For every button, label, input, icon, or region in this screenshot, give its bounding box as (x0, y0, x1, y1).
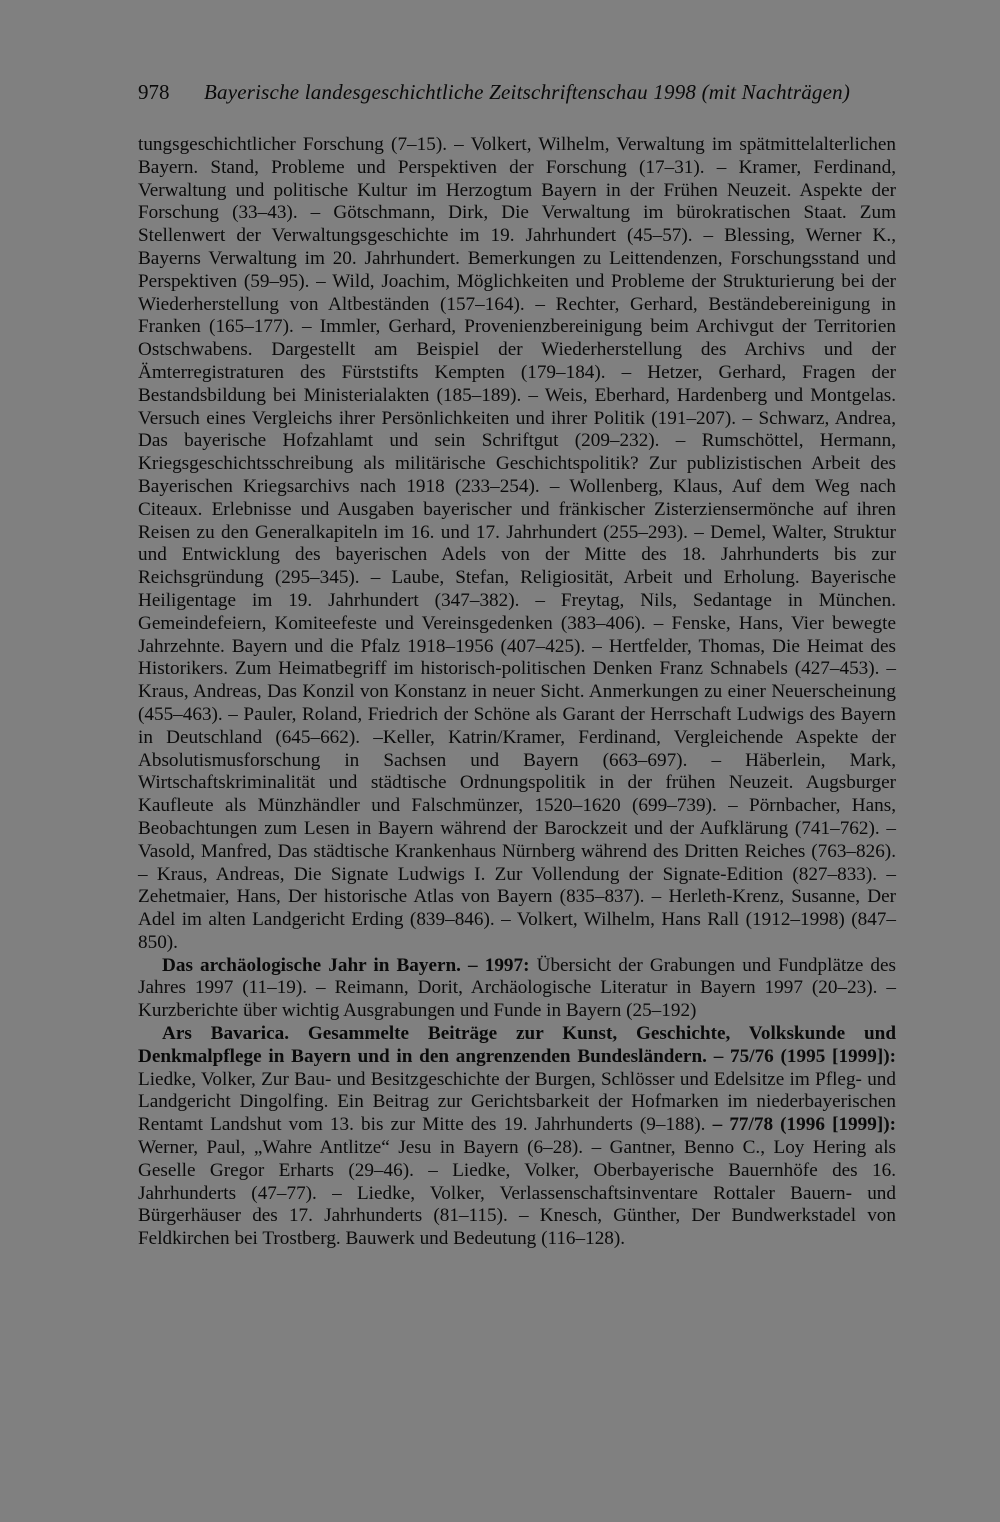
entry-volume: – 1997: (460, 954, 530, 976)
text-column (138, 134, 896, 1251)
entry-text: Liedke, Volker, Zur Bau- und Besitzgeschichte der Burgen, Schlösser und Edelsitze im Pfleg- und Landgericht Dingolfing. Ein Beitrag zur Gerichtsbarkeit der Hofmarken im niederbayerischen Rentamt Landshut vom 13. bis zur Mitte des 19. Jahrhunderts (9–188). (138, 1068, 896, 1136)
entry-text-2: Werner, Paul, „Wahre Antlitze“ Jesu in Bayern (6–28). – Gantner, Benno C., Loy Hering als Geselle Gregor Erharts (29–46). – Liedke, Volker, Oberbayerische Bauernhöfe des 16. Jahrhunderts (47–77). – Liedke, Volker, Verlassenschaftsinventare Rottaler Bauern- und Bürgerhäuser des 17. Jahrhunderts (81–115). – Knesch, Günther, Der Bundwerkstadel von Feldkirchen bei Trostberg. Bauwerk und Bedeutung (116–128). (138, 1137, 896, 1250)
page-number: 978 (138, 80, 170, 104)
entry-ars-bavarica (138, 1023, 896, 1251)
entry-title: Das archäologische Jahr in Bayern. (162, 954, 461, 976)
page-header (138, 80, 898, 110)
entry-title: Ars Bavarica. Gesammelte Beiträge zur Kunst, Geschichte, Volkskunde und Denkmalpflege in Bayern und in den angrenzenden Bundesländern. (138, 1023, 896, 1067)
running-title: Bayerische landesgeschichtliche Zeitschriftenschau 1998 (mit Nachträgen) (204, 80, 851, 104)
entry-volume-2: – 77/78 (1996 [1999]): (705, 1114, 896, 1136)
continuation-paragraph: tungsgeschichtlicher Forschung (7–15). – Volkert, Wilhelm, Verwaltung im spätmittelalterlichen Bayern. Stand, Probleme und Perspektiven der Forschung (17–31). – Kramer, Ferdinand, Verwaltung und politische Kultur im Herzogtum Bayern in der Frühen Neuzeit. Aspekte der Forschung (33–43). – Götschmann, Dirk, Die Verwaltung im bürokratischen Staat. Zum Stellenwert der Verwaltungsgeschichte im 19. Jahrhundert (45–57). – Blessing, Werner K., Bayerns Verwaltung im 20. Jahrhundert. Bemerkungen zu Leittendenzen, Forschungsstand und Perspektiven (59–95). – Wild, Joachim, Möglichkeiten und Probleme der Strukturierung bei der Wiederherstellung von Altbeständen (157–164). – Rechter, Gerhard, Beständebereinigung in Franken (165–177). – Immler, Gerhard, Provenienzbereinigung beim Archivgut der Territorien Ostschwabens. Dargestellt am Beispiel der Wiederherstellung des Archivs und der Ämterregistraturen des Fürststifts Kempten (179–184). – Hetzer, Gerhard, Fragen der Bestandsbildung bei Ministerialakten (185–189). – Weis, Eberhard, Hardenberg und Montgelas. Versuch eines Vergleichs ihrer Persönlichkeiten und ihrer Politik (191–207). – Schwarz, Andrea, Das bayerische Hofzahlamt und sein Schriftgut (209–232). – Rumschöttel, Hermann, Kriegsgeschichtsschreibung als militärische Geschichtspolitik? Zur publizistischen Arbeit des Bayerischen Kriegsarchivs nach 1918 (233–254). – Wollenberg, Klaus, Auf dem Weg nach Citeaux. Erlebnisse und Ausgaben bayerischer und fränkischer Zisterziensermönche auf ihren Reisen zu den Generalkapiteln im 16. und 17. Jahrhundert (255–293). – Demel, Walter, Struktur und Entwicklung des bayerischen Adels von der Mitte des 18. Jahrhunderts bis zur Reichsgründung (295–345). – Laube, Stefan, Religiosität, Arbeit und Erholung. Bayerische Heiligentage im 19. Jahrhundert (347–382). – Freytag, Nils, Sedantage in München. Gemeindefeiern, Komiteefeste und Vereinsgedenken (383–406). – Fenske, Hans, Vier bewegte Jahrzehnte. Bayern und die Pfalz 1918–1956 (407–425). – Hertfelder, Thomas, Die Heimat des Historikers. Zum Heimatbegriff im historisch-politischen Denken Franz Schnabels (427–453). – Kraus, Andreas, Das Konzil von Konstanz in neuer Sicht. Anmerkungen zu einer Neuerscheinung (455–463). – Pauler, Roland, Friedrich der Schöne als Garant der Herrschaft Ludwigs des Bayern in Deutschland (645–662). –Keller, Katrin/Kramer, Ferdinand, Vergleichende Aspekte der Absolutismusforschung in Sachsen und Bayern (663–697). – Häberlein, Mark, Wirtschaftskriminalität und städtische Ordnungspolitik in der frühen Neuzeit. Augsburger Kaufleute als Münzhändler und Falschmünzer, 1520–1620 (699–739). – Pörnbacher, Hans, Beobachtungen zum Lesen in Bayern während der Barockzeit und der Aufklärung (741–762). – Vasold, Manfred, Das städtische Krankenhaus Nürnberg während des Dritten Reiches (763–826). – Kraus, Andreas, Die Signate Ludwigs I. Zur Vollendung der Signate-Edition (827–833). – Zehetmaier, Hans, Der historische Atlas von Bayern (835–837). – Herleth-Krenz, Susanne, Der Adel im alten Landgericht Erding (839–846). – Volkert, Wilhelm, Hans Rall (1912–1998) (847–850). (138, 134, 896, 953)
entry-volume: – 75/76 (1995 [1999]): (706, 1045, 896, 1067)
entry-text: Übersicht der Grabungen und Fundplätze des Jahres 1997 (11–19). – Reimann, Dorit, Archäologische Literatur in Bayern 1997 (20–23). – Kurzberichte über wichtig Ausgrabungen und Funde in Bayern (25–192) (138, 954, 896, 1022)
entry-archaeologisches-jahr (138, 955, 896, 1023)
